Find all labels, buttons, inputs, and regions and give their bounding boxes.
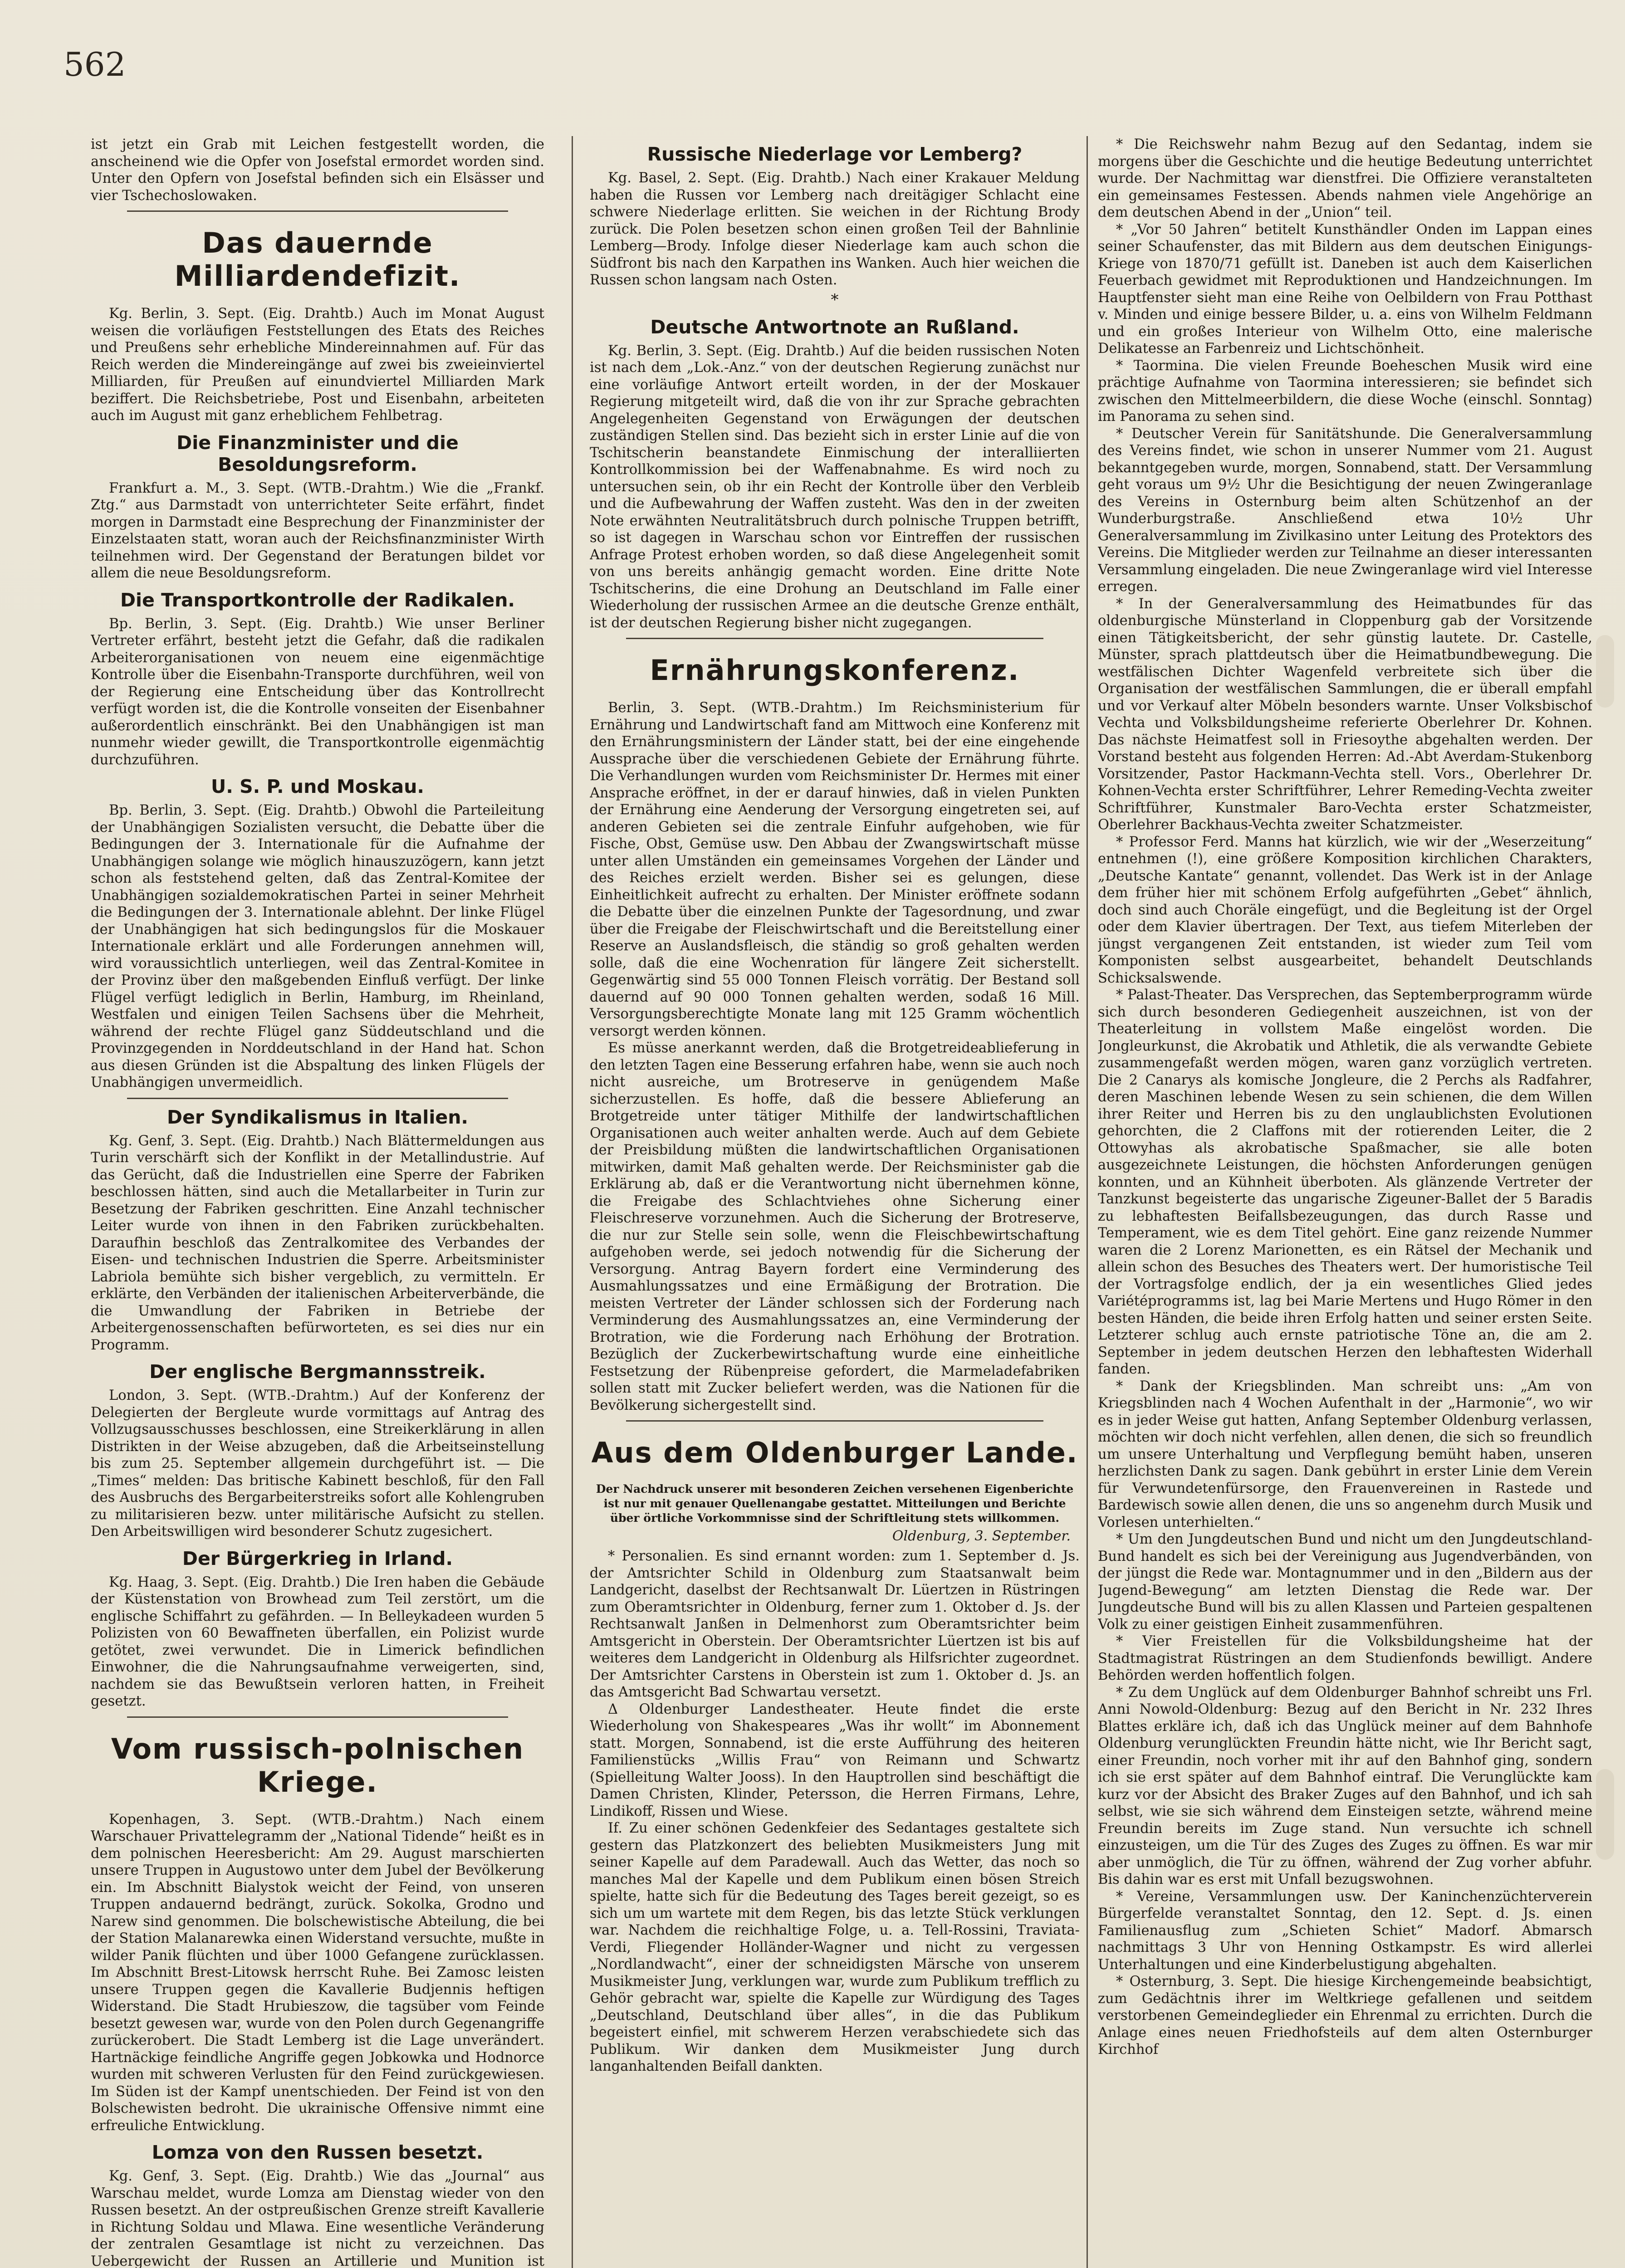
article-headline: Die Finanzminister und die Besoldungsreform. — [176, 431, 459, 475]
column-3 — [1098, 136, 1592, 2268]
page-number: 562 — [64, 45, 126, 83]
article-paragraph: Bp. Berlin, 3. Sept. (Eig. Drahtb.) Obwohl die Parteileitung der Unabhängigen Sozialisten versucht, die Debatte über die Bedingungen der 3. Internationale für die Aufnahme der Unabhängigen solange wie möglich hinauszuzögern, kann jetzt schon als feststehend gelten, daß das Zentral-Komitee der Unabhängigen sozialdemokratischen Partei in seiner Mehrheit die Bedingungen der 3. Internationale ablehnt. Der linke Flügel der Unabhängigen hat sich bedingungslos für die Moskauer Internationale erklärt und alle Forderungen annehmen will, wird voraussichtlich unterliegen, weil das Zentral-Komitee in der Provinz über den maßgebenden Einfluß verfügt. Der linke Flügel verfügt lediglich in Berlin, Hamburg, im Rheinland, Westfalen und einigen Teilen Sachsens über die Mehrheit, während der rechte Flügel ganz Süddeutschland und die Provinzgegenden in Norddeutschland in der Hand hat. Schon aus diesen Gründen ist die Abspaltung des linken Flügels der Unabhängigen unvermeidlich. — [91, 802, 544, 1090]
article-paragraph: * Dank der Kriegsblinden. Man schreibt uns: „Am von Kriegsblinden nach 4 Wochen Aufenthalt in der „Harmonie“, wo wir es in jeder Weise gut hatten, Anfang September Oldenburg verlassen, möchten wir doch nicht verfehlen, allen denen, die sich so freundlich um unsere Unterhaltung und Verpflegung bemüht haben, unseren herzlichsten Dank zu sagen. Dank gebührt in erster Linie dem Verein für Verwundetenfürsorge, den Frauenvereinen in Rastede und Bardewisch sowie allen denen, die uns so angenehm durch Musik und Vorlesen unterhielten.“ — [1098, 1378, 1592, 1530]
article-headline: U. S. P. und Moskau. — [211, 776, 424, 797]
article-paragraph: * „Vor 50 Jahren“ betitelt Kunsthändler Onden im Lappan eines seiner Schaufenster, das mit Bildern aus dem deutschen Einigungs-Kriege von 1870/71 gefüllt ist. Daneben ist auch dem Kaiserlichen Feuerbach gewidmet mit Reproduktionen und Handzeichnungen. Im Hauptfenster sieht man eine Reihe von Oelbildern von Frau Potthast v. Minden und einige bessere Bilder, u. a. eins von Wilhelm Feldmann und ein großes Interieur von Wilhelm Otto, eine malerische Delikatesse an Farbenreiz und Lichtschönheit. — [1098, 221, 1592, 357]
article-headline: Lomza von den Russen besetzt. — [152, 2141, 484, 2163]
article-paragraph: * Vier Freistellen für die Volksbildungsheime hat der Stadtmagistrat Rüstringen an dem Studienfonds bewilligt. Andere Behörden werden hoffentlich folgen. — [1098, 1633, 1592, 1683]
article-paragraph: Kg. Berlin, 3. Sept. (Eig. Drahtb.) Auf die beiden russischen Noten ist nach dem „Lok.-Anz.“ von der deutschen Regierung zunächst nur eine vorläufige Antwort erteilt worden, in der der Moskauer Regierung mitgeteilt wird, daß die von ihr zur Sprache gebrachten Angelegenheiten Gegenstand von Erwägungen der deutschen zuständigen Stellen sind. Das bezieht sich in erster Linie auf die von Tschitscherin beanstandete Einmischung der interalliierten Kontrollkommission bei der Waffenabnahme. Es wird noch zu untersuchen sein, ob ihr ein Recht der Kontrolle über den Verbleib und die Aufbewahrung der Waffen zusteht. Was den in der zweiten Note erwähnten Neutralitätsbruch durch polnische Truppen betrifft, so ist dagegen in Warschau schon vor Eintreffen der russischen Anfrage Protest erhoben worden, so daß diese Angelegenheit somit von uns bereits anhängig gemacht worden. Eine dritte Note Tschitscherins, die eine Drohung an Deutschland im Falle einer Wiederholung der russischen Armee an die deutsche Grenze enthält, ist der deutschen Regierung bisher nicht zugegangen. — [590, 342, 1080, 631]
paper-stain — [1596, 1769, 1614, 1860]
article-paragraph: If. Zu einer schönen Gedenkfeier des Sedantages gestaltete sich gestern das Platzkonzert des beliebten Musikmeisters Jung mit seiner Kapelle auf dem Paradewall. Auch das Wetter, das noch so manches Mal der Kapelle und dem Publikum einen bösen Streich spielte, hatte sich für die Bedeutung des Tages bereit gezeigt, so es sich um um wartete mit dem Regen, bis das letzte Stück verklungen war. Nachdem die reichhaltige Folge, u. a. Tell-Rossini, Traviata-Verdi, Fliegender Holländer-Wagner und nicht zu vergessen „Nordlandwacht“, einer der schneidigsten Märsche von unserem Musikmeister Jung, verklungen war, wurde zum Publikum trefflich zu Gehör gebracht war, spielte die Kapelle zur Würdigung des Tages „Deutschland, Deutschland über alles“, in die das Publikum begeistert einfiel, mit schwerem Herzen verabschiedete sich das Publikum. Wir danken dem Musikmeister Jung durch langanhaltenden Beifall dankten. — [590, 1820, 1080, 2074]
article-paragraph: Kg. Haag, 3. Sept. (Eig. Drahtb.) Die Iren haben die Gebäude der Küstenstation von Browhead zum Teil zerstört, um die englische Schiffahrt zu gefährden. — In Belleykadeen wurden 5 Polizisten von 60 Bewaffneten überfallen, ein Polizist wurde getötet, zwei verwundet. Die in Limerick befindlichen Einwohner, die die Nahrungsaufnahme verweigerten, sind, nachdem sie das Bewußtsein verloren hatten, in Freiheit gesetzt. — [91, 1574, 544, 1709]
reprint-notice: Der Nachdruck unserer mit besonderen Zeichen versehenen Eigenberichte ist nur mit genauer Quellenangabe gestattet. Mitteilungen und Berichte über örtliche Vorkommnisse sind der Schriftleitung stets willkommen. — [596, 1482, 1074, 1525]
article-paragraph: * Taormina. Die vielen Freunde Boeheschen Musik wird eine prächtige Aufnahme von Taormina interessieren; sie befindet sich zwischen den Mittelmeerbildern, die diese Woche (einschl. Sonntag) im Panorama zu sehen sind. — [1098, 357, 1592, 425]
column-1 — [91, 136, 544, 2268]
column-divider — [1087, 136, 1088, 2268]
article-paragraph: Kg. Genf, 3. Sept. (Eig. Drahtb.) Nach Blättermeldungen aus Turin verschärft sich der Konflikt in der Metallindustrie. Auf das Gerücht, daß die Industriellen eine Sperre der Fabriken beschlossen hätten, sind auch die Metallarbeiter in Turin zur Besetzung der Fabriken geschritten. Eine Anzahl technischer Leiter wurde von ihnen in den Fabriken zurückbehalten. Daraufhin beschloß das Zentralkomitee des Verbandes der Eisen- und technischen Industrien die Sperre. Arbeitsminister Labriola bemühte sich bisher vergeblich, zu vermitteln. Er erklärte, den Verbänden der italienischen Arbeiterverbände, die die Umwandlung der Fabriken in Betriebe der Arbeitergenossenschaften befürworteten, es sei dies nur ein Programm. — [91, 1133, 544, 1353]
article-paragraph: * Um den Jungdeutschen Bund und nicht um den Jungdeutschland-Bund handelt es sich bei der Vereinigung aus Jugendverbänden, von der jüngst die Rede war. Montagnummer und in den „Bildern aus der Jugend-Bewegung“ am letzten Dienstag die Rede war. Der Jungdeutsche Bund will bis zu allen Klassen und Parteien gespaltenen Volk zu einer geistigen Einheit zusammenführen. — [1098, 1531, 1592, 1633]
paper-stain — [1596, 635, 1614, 708]
article-paragraph: Kg. Berlin, 3. Sept. (Eig. Drahtb.) Auch im Monat August weisen die vorläufigen Feststellungen des Etats des Reiches und Preußens sehr erhebliche Mindereinnahmen auf. Für das Reich werden die Mindereingänge auf zwei bis zweieinviertel Milliarden, für Preußen auf einundviertel Milliarden Mark beziffert. Die Reichsbetriebe, Post und Eisenbahn, arbeiteten auch im August mit ganz erheblichem Fehlbetrag. — [91, 306, 544, 424]
section-rule — [127, 1716, 508, 1718]
article-paragraph: Bp. Berlin, 3. Sept. (Eig. Drahtb.) Wie unser Berliner Vertreter erfährt, besteht jetzt die Gefahr, daß die radikalen Arbeiterorganisationen von neuem eine eigenmächtige Kontrolle über die Eisenbahn-Transporte durchführen, weil von der Regierung eine Entscheidung über das Kontrollrecht verfügt worden ist, die die Kontrolle vonseiten der Eisenbahner außerordentlich einschränkt. Bei den Unabhängigen ist man nunmehr wieder gewillt, die Transportkontrolle eigenmächtig durchzuführen. — [91, 616, 544, 768]
article-paragraph: Δ Oldenburger Landestheater. Heute findet die erste Wiederholung von Shakespeares „Was ihr wollt“ im Abonnement statt. Morgen, Sonnabend, ist die erste Aufführung des heiteren Familienstücks „Willis Frau“ von Reimann und Schwartz (Spielleitung Walter Jooss). In den Hauptrollen sind beschäftigt die Damen Christen, Klinder, Petersson, die Herren Firmans, Lehre, Lindikoff, Rissen und Wiese. — [590, 1701, 1080, 1819]
article-paragraph: * Zu dem Unglück auf dem Oldenburger Bahnhof schreibt uns Frl. Anni Nowold-Oldenburg: Bezug auf den Bericht in Nr. 232 Ihres Blattes erkläre ich, daß ich das Unglück meiner auf dem Bahnhofe Oldenburg verunglückten Freundin hätte nicht, wie Ihr Bericht sagt, einer Freundin, noch vorher mit ihr auf den Bahnhof ging, sondern ich sie erst später auf dem Bahnhof eintraf. Die Verunglückte kam kurz vor der Absicht des Braker Zuges auf den Bahnhof, und ich sah selbst, wie sie sich während dem Einsteigen setzte, während meine Freundin bereits im Zuge stand. Nun versuchte ich schnell einzusteigen, um die Tür des Zuges des Zuges zu öffnen. Es war mir aber unmöglich, die Tür zu öffnen, während der Zug vorher abfuhr. Bis dahin war es erst mit Unfall bezugswohnen. — [1098, 1684, 1592, 1887]
section-rule — [127, 1098, 508, 1099]
article-paragraph: * Deutscher Verein für Sanitätshunde. Die Generalversammlung des Vereins findet, wie schon in unserer Nummer vom 21. August bekanntgegeben wurde, morgen, Sonnabend, statt. Der Versammlung geht voraus um 9½ Uhr die Besichtigung der neuen Zwingeranlage des Vereins in Osternburg beim alten Schützenhof an der Wunderburgstraße. Anschließend etwa 10½ Uhr Generalversammlung im Zivilkasino unter Leitung des Protektors des Vereins. Die Mitglieder werden zur Teilnahme an dieser interessanten Versammlung eingeladen. Die neue Zwingeranlage wird viel Interesse erregen. — [1098, 425, 1592, 595]
section-rule — [626, 638, 1043, 639]
article-paragraph: * Palast-Theater. Das Versprechen, das Septemberprogramm würde sich durch besonderen Gediegenheit auszeichnen, ist von der Theaterleitung in vollstem Maße eingelöst worden. Die Jongleurkunst, die Akrobatik und Athletik, die als verwandte Gebiete zusammengefaßt werden mögen, waren ganz vorzüglich vertreten. Die 2 Canarys als komische Jongleure, die 2 Perchs als Radfahrer, deren Maschinen lebende Wesen zu sein schienen, die dem Willen ihrer Reiter und Herren bis zu den unglaublichsten Evolutionen gehorchten, die 2 Claffons mit der rotierenden Leiter, die 2 Ottowyhas als akrobatische Spaßmacher, sie alle boten ausgezeichnete Leistungen, die höchsten Anforderungen genügen konnten, und an Kühnheit überboten. Als glänzende Vertreter der Tanzkunst begeisterte das ungarische Zigeuner-Ballet der 5 Baradis zu lebhaftesten Beifallsbezeugungen, das durch Rasse und Temperament, wie es dem Titel gehört. Eine ganz reizende Nummer waren die 2 Lorenz Marionetten, es ein Rätsel der Mechanik und allein schon des Besuches des Theaters wert. Der humoristische Teil der Vortragsfolge endlich, der ja ein wesentliches Glied jedes Variétéprogramms ist, lag bei Marie Mertens und Hugo Römer in den besten Händen, die beide ihren Erfolg hatten und seiner ersten Seite. Letzterer schlug auch ernste patriotische Töne an, die am 2. September in jedem deutschen Herzen den lebhaftesten Widerhall fanden. — [1098, 987, 1592, 1377]
article-paragraph: Kg. Basel, 2. Sept. (Eig. Drahtb.) Nach einer Krakauer Meldung haben die Russen vor Lemberg nach dreitägiger Schlacht eine schwere Niederlage erlitten. Sie weichen in der Richtung Brody zurück. Die Polen besetzen schon einen großen Teil der Bahnlinie Lemberg—Brody. Infolge dieser Niederlage kam auch schon die Südfront bis nach den Karpathen ins Wanken. Auch hier weichen die Russen schon langsam nach Osten. — [590, 170, 1080, 288]
article-headline: Russische Niederlage vor Lemberg? — [647, 143, 1023, 165]
article-paragraph: Kopenhagen, 3. Sept. (WTB.-Drahtm.) Nach einem Warschauer Privattelegramm der „National Tidende“ heißt es in dem polnischen Heeresbericht: Am 29. August marschierten unsere Truppen in Augustowo unter dem Jubel der Bevölkerung ein. Im Abschnitt Bialystok weicht der Feind, von unseren Truppen andauernd bedrängt, zurück. Sokolka, Grodno und Narew sind genommen. Die bolschewistische Abteilung, die bei der Station Malanarewka einen Widerstand versuchte, mußte in wilder Panik flüchten und über 1000 Gefangene zurücklassen. Im Abschnitt Brest-Litowsk herrscht Ruhe. Bei Zamosc leisten unsere Truppen gegen die Kavallerie Budjennis heftigen Widerstand. Die Stadt Hrubieszow, die tagsüber vom Feinde besetzt gewesen war, wurde von den Polen durch Gegenangriffe zurückerobert. Die Stadt Lemberg ist die Lage unverändert. Hartnäckige feindliche Angriffe gegen Jobkowka und Hodnorce wurden mit schweren Verlusten für den Feind zurückgewiesen. Im Süden ist der Kampf unentschieden. Der Feind ist von den Bolschewisten bedroht. Die ukrainische Offensive nimmt eine erfreuliche Entwicklung. — [91, 1811, 544, 2134]
article-headline: Die Transportkontrolle der Radikalen. — [120, 589, 515, 611]
article-paragraph: Berlin, 3. Sept. (WTB.-Drahtm.) Im Reichsministerium für Ernährung und Landwirtschaft fand am Mittwoch eine Konferenz mit den Ernährungsministern der Länder statt, bei der eine eingehende Aussprache über die verschiedenen Gebiete der Ernährung führte. Die Verhandlungen wurden vom Reichsminister Dr. Hermes mit einer Ansprache eröffnet, in der er darauf hinwies, daß in vielen Punkten der Ernährung eine Aenderung der Versorgung eingetreten sei, auf anderen Gebieten sei die zentrale Einfuhr aufgehoben, wie für Fische, Obst, Gemüse usw. Den Abbau der Zwangswirtschaft müsse unter allen Umständen ein gemeinsames Vorgehen der Länder und des Reiches erzielt werden. Bisher sei es gelungen, diese Einheitlichkeit aufrecht zu erhalten. Der Minister eröffnete sodann die Debatte über die einzelnen Punkte der Tagesordnung, und zwar über die Freigabe der Fleischwirtschaft und die Bereitstellung einer Reserve an Auslandsfleisch, die ständig so groß gehalten werden solle, daß die eine Wochenration für längere Zeit sicherstellt. Gegenwärtig sind 55 000 Tonnen Fleisch vorrätig. Der Bestand soll dauernd auf 90 000 Tonnen gehalten werden, sodaß 16 Mill. Versorgungsberechtigte Monate lang mit 125 Gramm wöchentlich versorgt werden können. — [590, 700, 1080, 1039]
article-paragraph: Es müsse anerkannt werden, daß die Brotgetreideablieferung in den letzten Tagen eine Besserung erfahren habe, wenn sie auch noch nicht ausreiche, um Brotreserve in genügendem Maße sicherzustellen. Es hoffe, daß die bessere Ablieferung an Brotgetreide unter tätiger Mithilfe der landwirtschaftlichen Organisationen auch weiter anhalten werde. Auch auf dem Gebiete der Preisbildung müßten die landwirtschaftlichen Organisationen mitwirken, damit Maß gehalten werde. Der Reichsminister gab die Erklärung ab, daß er die Verantwortung nicht übernehmen könne, die Freigabe des Schlachtviehes ohne Sicherung einer Fleischreserve vorzunehmen. Auch die Sicherung der Brotreserve, die nur zur Stelle sein solle, wenn die Fleischbewirtschaftung aufgehoben werde, sei jedoch notwendig für die Sicherung der Versorgung. Antrag Bayern fordert eine Verminderung des Ausmahlungssatzes und eine Ermäßigung der Brotration. Die meisten Vertreter der Länder schlossen sich der Forderung nach Verminderung des Ausmahlungssatzes an, eine Verminderung der Brotration, wie die Forderung nach Erhöhung der Brotration. Bezüglich der Zuckerbewirtschaftung wurde eine einheitliche Festsetzung der Rübenpreise gefordert, die Marmeladefabriken sollen statt mit Zucker beliefert werden, was die Nationen für die Bevölkerung sichergestellt sind. — [590, 1040, 1080, 1413]
article-paragraph: * Osternburg, 3. Sept. Die hiesige Kirchengemeinde beabsichtigt, zum Gedächtnis ihrer im Weltkriege gefallenen und seitdem verstorbenen Gemeindeglieder ein Ehrenmal zu errichten. Durch die Anlage eines neuen Friedhofsteils auf dem alten Osternburger Kirchhof — [1098, 1974, 1592, 2058]
dateline: Oldenburg, 3. September. — [892, 1528, 1071, 1544]
article-paragraph: ist jetzt ein Grab mit Leichen festgestellt worden, die anscheinend wie die Opfer von Josefstal ermordet worden sind. Unter den Opfern von Josefstal befinden sich ein Elsässer und vier Tschechoslowaken. — [91, 137, 544, 204]
section-rule — [127, 210, 508, 212]
section-rule — [626, 1420, 1043, 1422]
article-paragraph: * Vereine, Versammlungen usw. Der Kaninchenzüchterverein Bürgerfelde veranstaltet Sonntag, den 12. Sept. d. Js. einen Familienausflug zum „Schieten Schiet“ Madorf. Abmarsch nachmittags 3 Uhr von Henning Ostkampstr. Es wird allerlei Unterhaltungen und eine Kinderbelustigung abgehalten. — [1098, 1888, 1592, 1973]
section-headline: Vom russisch-polnischen Kriege. — [111, 1732, 524, 1799]
article-headline: Deutsche Antwortnote an Rußland. — [650, 316, 1019, 338]
article-paragraph: * In der Generalversammlung des Heimatbundes für das oldenburgische Münsterland in Cloppenburg gab der Vorsitzende einen Tätigkeitsbericht, der sehr günstig lautete. Dr. Castelle, Münster, sprach plattdeutsch über die Heimatbundbewegung. Die westfälischen Dichter Wagenfeld verbreitete sich über die Organisation der westfälischen Sammlungen, die er überall empfahl und vor Verkauf alter Möbeln besonders warnte. Unser Volksbischof Vechta und Volksbildungsheime referierte Oberlehrer Dr. Kohnen. Das nächste Heimatfest soll in Friesoythe abgehalten werden. Der Vorstand besteht aus folgenden Herren: Ad.-Abt Averdam-Stukenborg Vorsitzender, Pastor Hackmann-Vechta stell. Vors., Oberlehrer Dr. Kohnen-Vechta erster Schriftführer, Lehrer Remeding-Vechta zweiter Schriftführer, Kunstmaler Baro-Vechta erster Schatzmeister, Oberlehrer Backhaus-Vechta zweiter Schatzmeister. — [1098, 596, 1592, 833]
section-headline: Ernährungskonferenz. — [650, 654, 1020, 687]
article-headline: Der Syndikalismus in Italien. — [167, 1106, 468, 1128]
article-headline: Der englische Bergmannsstreik. — [149, 1361, 486, 1383]
column-divider — [572, 136, 573, 2268]
separator-asterisk: * — [831, 290, 839, 309]
section-headline: Aus dem Oldenburger Lande. — [591, 1436, 1078, 1469]
article-paragraph: Frankfurt a. M., 3. Sept. (WTB.-Drahtm.) Wie die „Frankf. Ztg.“ aus Darmstadt von unterrichteter Seite erfährt, findet morgen in Darmstadt eine Besprechung der Finanzminister der Einzelstaaten statt, woran auch der Reichsfinanzminister Wirth teilnehmen wird. Der Gegenstand der Beratungen bildet vor allem die neue Besoldungsreform. — [91, 480, 544, 581]
section-headline: Das dauernde Milliardendefizit. — [174, 226, 461, 293]
article-paragraph: London, 3. Sept. (WTB.-Drahtm.) Auf der Konferenz der Delegierten der Bergleute wurde vormittags auf Antrag des Vollzugsausschusses beschlossen, eine Streikerklärung in allen Distrikten in der Weise abzugeben, daß die Arbeitseinstellung bis zum 25. September allgemein durchgeführt ist. — Die „Times“ melden: Das britische Kabinett beschloß, für den Fall des Ausbruchs des Bergarbeiterstreiks sofort alle Kohlengruben zu militarisieren bezw. unter militärische Aufsicht zu stellen. Den Arbeitswilligen wird besonderer Schutz zugesichert. — [91, 1388, 544, 1540]
article-paragraph: * Professor Ferd. Manns hat kürzlich, wie wir der „Weserzeitung“ entnehmen (!), eine größere Komposition kirchlichen Charakters, „Deutsche Kantate“ genannt, vollendet. Das Werk ist in der Anlage dem früher hier mit schönem Erfolg aufgeführten „Gebet“ ähnlich, doch sind auch Choräle eingefügt, und die Begleitung ist der Orgel oder dem Klavier übertragen. Der Text, aus tiefem Miterleben der jüngst vergangenen Zeit entstanden, ist wieder zum Teil vom Komponisten selbst ausgearbeitet, behandelt Deutschlands Schicksalswende. — [1098, 834, 1592, 986]
article-paragraph: * Personalien. Es sind ernannt worden: zum 1. September d. Js. der Amtsrichter Schild in Oldenburg zum Staatsanwalt beim Landgericht, daselbst der Rechtsanwalt Dr. Lüertzen in Rüstringen zum Oberamtsrichter in Oldenburg, ferner zum 1. Oktober d. Js. der Rechtsanwalt Janßen in Delmenhorst zum Oberamtsrichter beim Amtsgericht in Oberstein. Der Oberamtsrichter Lüertzen ist bis auf weiteres dem Landgericht in Oldenburg als Hilfsrichter zugeordnet. Der Amtsrichter Carstens in Oberstein ist zum 1. Oktober d. Js. an das Amtsgericht Bad Schwartau versetzt. — [590, 1548, 1080, 1700]
article-paragraph: * Die Reichswehr nahm Bezug auf den Sedantag, indem sie morgens über die Geschichte und die heutige Bedeutung unterrichtet wurde. Der Nachmittag war dienstfrei. Die Offiziere veranstalteten ein gemeinsames Festessen. Abends nahmen viele Angehörige an dem deutschen Abend in der „Union“ teil. — [1098, 137, 1592, 220]
article-headline: Der Bürgerkrieg in Irland. — [182, 1547, 453, 1569]
column-2 — [590, 136, 1080, 2268]
article-paragraph: Kg. Genf, 3. Sept. (Eig. Drahtb.) Wie das „Journal“ aus Warschau meldet, wurde Lomza am Dienstag wieder von den Russen besetzt. An der ostpreußischen Grenze streift Kavallerie in Richtung Soldau und Mlawa. Eine wesentliche Veränderung der zentralen Gesamtlage ist nicht zu verzeichnen. Das Uebergewicht der Russen an Artillerie und Munition ist — [91, 2168, 544, 2268]
